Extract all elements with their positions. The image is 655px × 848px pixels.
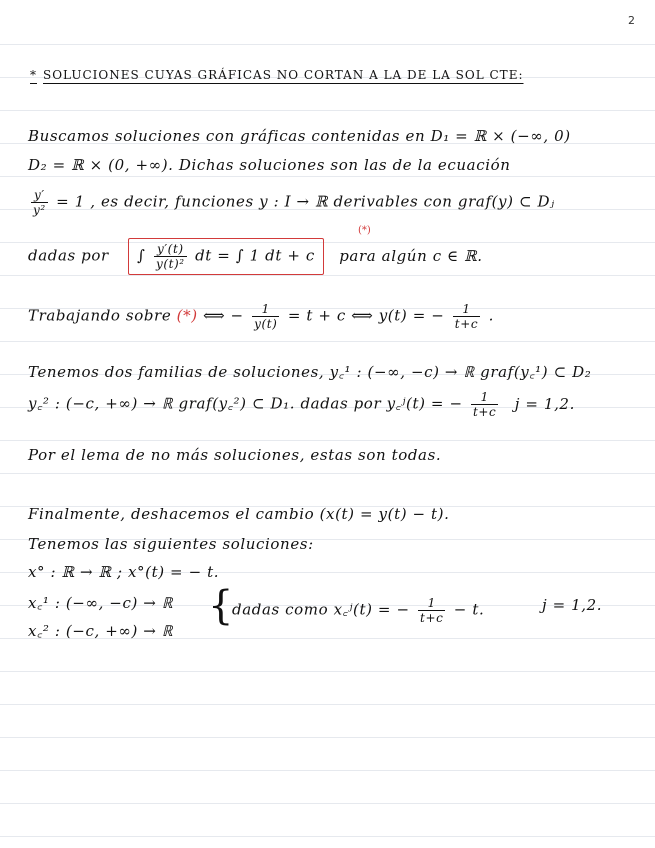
trabajando-fraction-1 [252,302,279,331]
trabajando-numerator-1: 1 [252,302,279,317]
integral-rest: dt = ∫ 1 dt + c [195,246,315,265]
dadas-como-text: dadas como x꜀ʲ(t) = − [232,600,410,619]
integral-fraction [154,242,187,271]
j-index: j = 1,2. [542,596,603,614]
families-numerator: 1 [471,390,498,405]
final-line-4: x꜀¹ : (−∞, −c) → ℝ [28,594,174,612]
trabajando-fraction-2 [453,302,480,331]
trabajando-denominator-2: t+c [454,317,479,331]
trabajando-middle: = t + c ⟺ y(t) = − [287,306,445,325]
equation-numerator: y′ [31,188,48,203]
final-line-1: Finalmente, deshacemos el cambio (x(t) = y(t) − t). [28,505,450,523]
final-line-5: x꜀² : (−c, +∞) → ℝ [28,622,174,640]
brace-symbol: { [208,583,234,629]
paragraph-1-line-3 [28,188,555,217]
dadas-por-label: dadas por [28,246,109,265]
integral-line [28,238,483,275]
para-algun-text: para algún c ∈ ℝ. [339,246,483,265]
heading-text: SOLUCIONES CUYAS GRÁFICAS NO CORTAN A LA DE LA SOL CTE: [43,68,524,82]
dadas-como-end: − t. [453,600,485,619]
final-line-3: x° : ℝ → ℝ ; x°(t) = − t. [28,563,220,581]
integral-numerator: y′(t) [154,242,187,257]
families-index: j = 1,2. [514,394,575,413]
equation-text: = 1 , es decir, funciones y : I → ℝ derivables con graf(y) ⊂ Dⱼ [56,192,555,211]
equation-denominator: y² [33,203,46,217]
page-number: 2 [628,14,635,27]
trabajando-star: (*) [176,306,198,325]
boxed-integral-equation [128,238,324,275]
trabajando-prefix: Trabajando sobre [28,306,172,325]
star-tag: (*) [358,225,371,236]
trabajando-denominator-1: y(t) [254,317,278,331]
families-line-2 [28,390,575,419]
dadas-como-numerator: 1 [418,596,445,611]
integral-denominator: y(t)² [155,257,185,271]
families-denominator: t+c [472,405,497,419]
equation-fraction [31,188,48,217]
paragraph-1-line-1: Buscamos soluciones con gráficas contenidas en D₁ = ℝ × (−∞, 0) [28,127,571,145]
families-line-1: Tenemos dos familias de soluciones, y꜀¹ : (−∞, −c) → ℝ graf(y꜀¹) ⊂ D₂ [28,363,592,381]
trabajando-end: . [488,306,494,325]
integral-symbol: ∫ [137,246,146,265]
dadas-como-fraction [418,596,445,625]
trabajando-numerator-2: 1 [453,302,480,317]
dadas-como-denominator: t+c [420,611,444,625]
families-text: y꜀² : (−c, +∞) → ℝ graf(y꜀²) ⊂ D₁. dadas por y꜀ʲ(t) = − [28,394,463,413]
paragraph-1-line-2: D₂ = ℝ × (0, +∞). Dichas soluciones son las de la ecuación [28,156,511,174]
heading-bullet: * [30,68,37,82]
dadas-como-line [232,596,484,625]
lema-line: Por el lema de no más soluciones, estas son todas. [28,446,442,464]
final-line-2: Tenemos las siguientes soluciones: [28,535,314,553]
families-fraction [471,390,498,419]
section-heading [30,68,524,82]
trabajando-iff: ⟺ − [203,306,244,325]
trabajando-line [28,302,494,331]
